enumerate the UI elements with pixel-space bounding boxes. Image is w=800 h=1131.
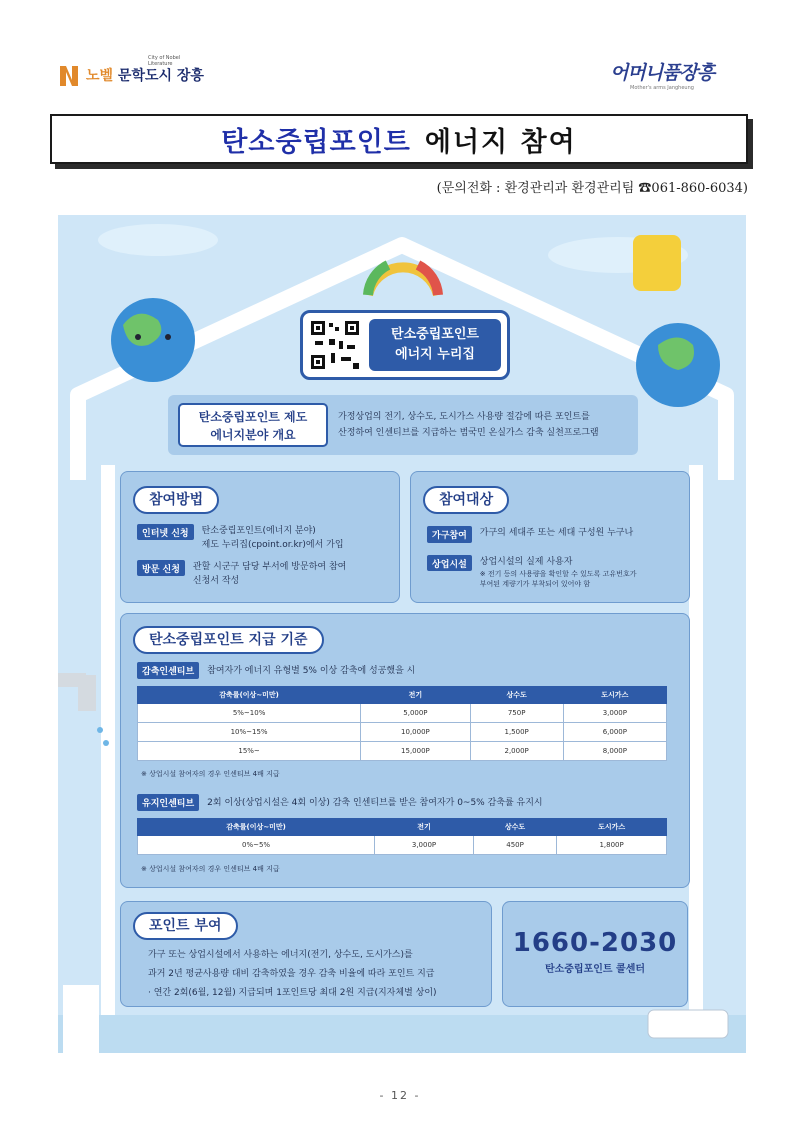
criteria-title: 탄소중립포인트 지급 기준: [133, 626, 324, 654]
reduction-table: 감축률(이상~미만) 전기 상수도 도시가스 5%~10% 5,000P 750P 3,000P 10%~15% 10,000P 1,500P 6,000P 15%~ 15,000P 2,000P 8,000P: [137, 686, 667, 761]
reduction-desc: 참여자가 에너지 유형별 5% 이상 감축에 성공했을 시: [207, 665, 416, 676]
call-center-number[interactable]: 1660-2030: [512, 928, 678, 958]
target-title: 참여대상: [423, 486, 509, 514]
logo-name: 노벨 문학도시 장흥: [86, 68, 204, 84]
table-row: 5%~10% 5,000P 750P 3,000P: [138, 704, 667, 723]
method-item: 인터넷 신청 탄소중립포인트(에너지 분야) 제도 누리집(cpoint.or.kr)에서 가입: [137, 524, 397, 552]
page-title: [50, 114, 748, 164]
method-tag: 인터넷 신청: [137, 524, 194, 540]
call-center-label: 탄소중립포인트 콜센터: [544, 964, 646, 975]
overview-description: 가정상업의 전기, 상수도, 도시가스 사용량 절감에 따른 포인트를 산정하여 인센티브를 지급하는 범국민 온실가스 감축 실천프로그램: [338, 412, 599, 438]
target-list: [427, 526, 687, 589]
method-title: 참여방법: [133, 486, 219, 514]
table-row: 10%~15% 10,000P 1,500P 6,000P: [138, 723, 667, 742]
target-note: ※ 전기 등의 사용량을 확인할 수 있도록 고유번호가 부여된 계량기가 부착되어 있어야 함: [479, 570, 637, 588]
energy-portal-label: 탄소중립포인트 에너지 누리집: [369, 319, 501, 371]
table-row: 15%~ 15,000P 2,000P 8,000P: [138, 742, 667, 761]
mothers-arms-logo: [610, 58, 745, 96]
participation-method-panel: [120, 471, 400, 603]
method-item: 방문 신청 관할 시군구 담당 부서에 방문하여 참여 신청서 작성: [137, 560, 397, 588]
program-overview: [168, 395, 638, 455]
qr-code-icon[interactable]: [309, 319, 361, 371]
target-item: 상업시설 상업시설의 실제 사용자 ※ 전기 등의 사용량을 확인할 수 있도록 고유번호가 부여된 계량기가 부착되어 있어야 함: [427, 555, 687, 589]
maintain-tag: 유지인센티브: [137, 794, 199, 811]
overview-tag: 탄소중립포인트 제도 에너지분야 개요: [178, 403, 328, 447]
logo-small-text: City of Nobel Literature: [148, 55, 181, 67]
reduction-incentive-row: [137, 662, 415, 679]
points-description: 가구 또는 상업시설에서 사용하는 에너지(전기, 상수도, 도시가스)를 과거 2년 평균사용량 대비 감축하였을 경우 감축 비율에 따라 포인트 지급 · 연간 2회(6월, 12월) 지급되며 1포인트당 최대 2원 지급(지자체별 상이): [148, 950, 437, 998]
logo-right-text: 어머니품장흥: [610, 62, 715, 84]
method-tag: 방문 신청: [137, 560, 185, 576]
maintain-incentive-row: [137, 794, 543, 811]
call-center-box: [502, 901, 688, 1007]
maintain-desc: 2회 이상(상업시설은 4회 이상) 감축 인센티브를 받은 참여자가 0~5% 감축률 유지시: [207, 797, 543, 808]
target-item: 가구참여 가구의 세대주 또는 세대 구성원 누구나: [427, 526, 687, 543]
title-part2: 에너지 참여: [424, 126, 577, 158]
maintain-table: 감축률(이상~미만) 전기 상수도 도시가스 0%~5% 3,000P 450P 1,800P: [137, 818, 667, 855]
participation-target-panel: [410, 471, 690, 603]
qr-card[interactable]: [300, 310, 510, 380]
maintain-note: ※ 상업시설 참여자의 경우 인센티브 4배 지급: [141, 865, 280, 873]
poster: [58, 215, 746, 1053]
page-number: - 12 -: [379, 1089, 421, 1102]
target-tag: 가구참여: [427, 526, 472, 543]
method-list: [137, 524, 397, 588]
reduction-note: ※ 상업시설 참여자의 경우 인센티브 4배 지급: [141, 770, 280, 778]
nobel-logo-icon: [58, 62, 80, 88]
payment-criteria-panel: [120, 613, 690, 888]
points-title: 포인트 부여: [133, 912, 238, 940]
jangheung-nobel-logo: [58, 55, 204, 95]
table-row: 0%~5% 3,000P 450P 1,800P: [138, 836, 667, 855]
reduction-tag: 감축인센티브: [137, 662, 199, 679]
contact-info: (문의전화 : 환경관리과 환경관리팀 ☎061-860-6034): [436, 181, 748, 196]
logo-right-sub: Mother's arms Jangheung: [630, 85, 694, 91]
target-tag: 상업시설: [427, 555, 472, 571]
title-part1: 탄소중립포인트: [221, 126, 411, 158]
